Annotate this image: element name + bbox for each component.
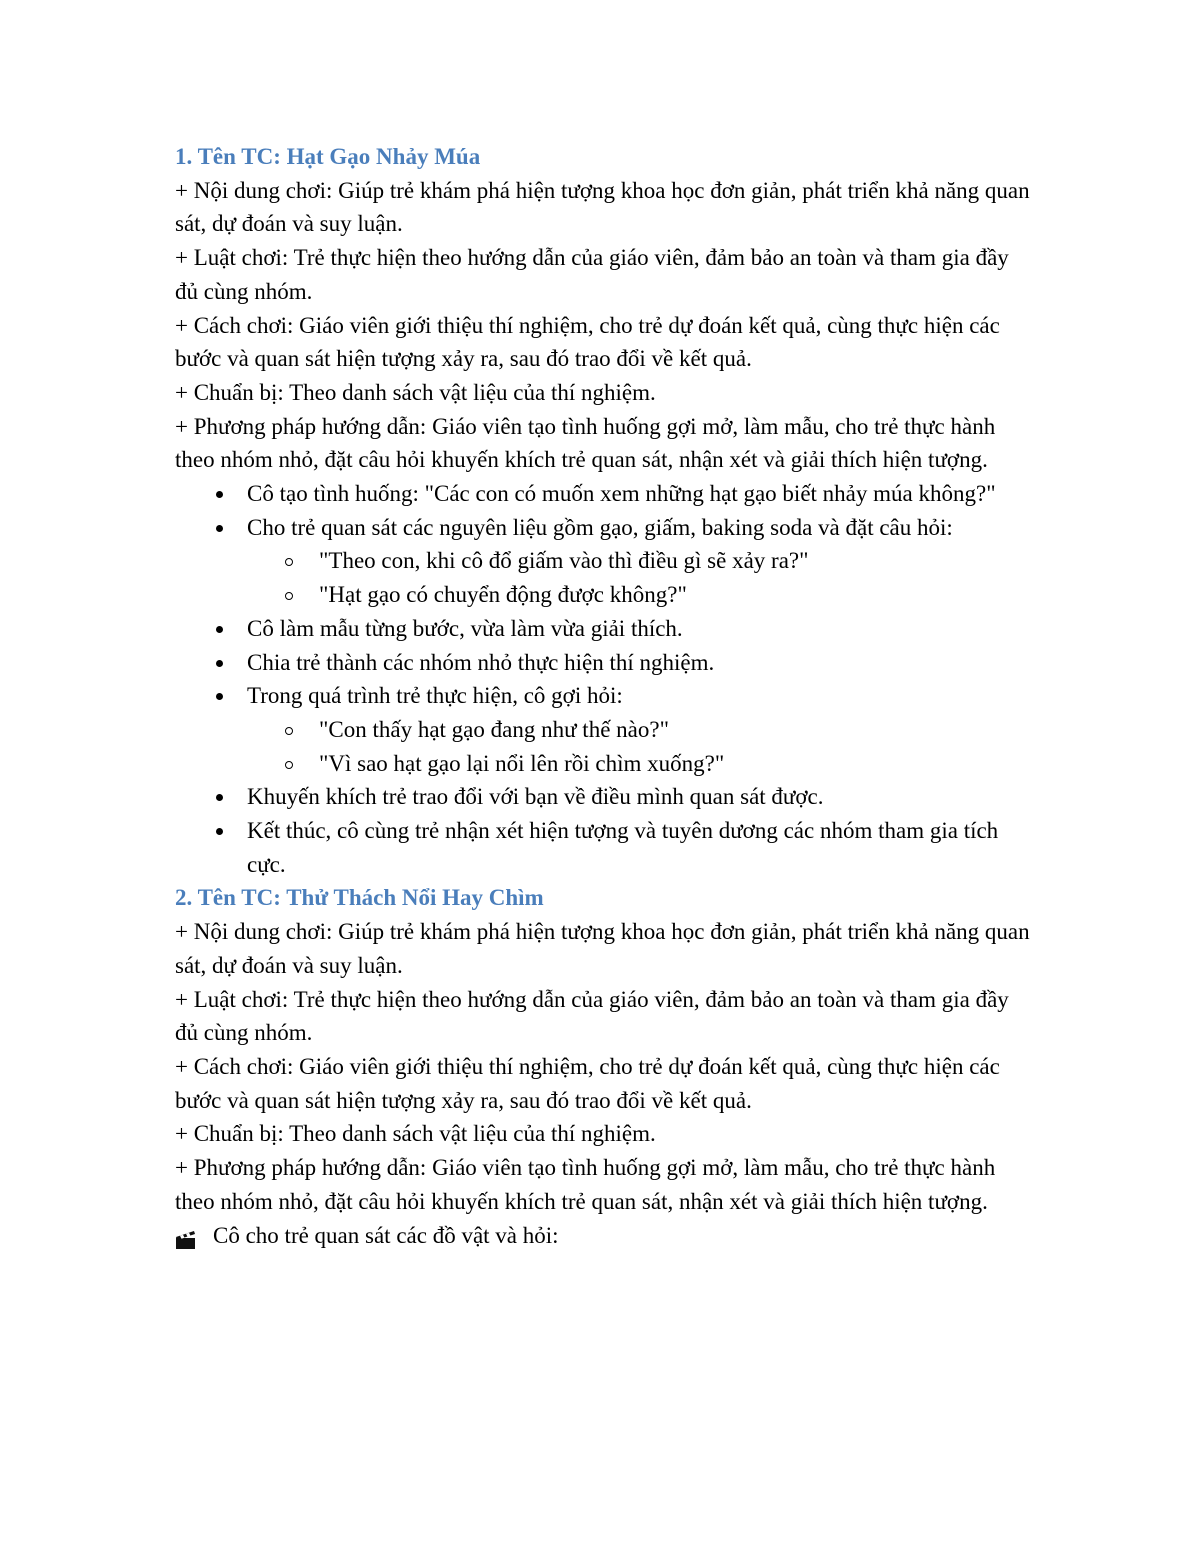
bullet-dot-icon	[216, 491, 223, 498]
paragraph-cach-choi: + Cách chơi: Giáo viên giới thiệu thí nghiệm, cho trẻ dự đoán kết quả, cùng thực hiện các bước và quan sát hiện tượng xảy ra, sau đó trao đổi về kết quả.	[175, 1053, 1000, 1113]
sub-list-item-text: "Vì sao hạt gạo lại nổi lên rồi chìm xuống?"	[319, 750, 725, 776]
list-item	[247, 612, 1035, 646]
sub-bullet-list	[247, 544, 1035, 611]
paragraph-luat-choi: + Luật chơi: Trẻ thực hiện theo hướng dẫn của giáo viên, đảm bảo an toàn và tham gia đầy đủ cùng nhóm.	[175, 986, 1009, 1046]
paragraph-luat-choi: + Luật chơi: Trẻ thực hiện theo hướng dẫn của giáo viên, đảm bảo an toàn và tham gia đầy đủ cùng nhóm.	[175, 245, 1009, 304]
bullet-circle-icon	[285, 592, 293, 600]
list-item-text: Trong quá trình trẻ thực hiện, cô gợi hỏi:	[247, 683, 623, 709]
list-item-text: Chia trẻ thành các nhóm nhỏ thực hiện thí nghiệm.	[247, 649, 715, 675]
list-item	[247, 780, 1035, 814]
paragraph-cach-choi: + Cách chơi: Giáo viên giới thiệu thí nghiệm, cho trẻ dự đoán kết quả, cùng thực hiện các bước và quan sát hiện tượng xảy ra, sau đó trao đổi về kết quả.	[175, 312, 1000, 372]
section-heading: 1. Tên TC: Hạt Gạo Nhảy Múa	[175, 144, 481, 169]
sub-bullet-list	[247, 713, 1035, 780]
final-line-text: Cô cho trẻ quan sát các đồ vật và hỏi:	[213, 1222, 559, 1248]
sub-list-item	[319, 544, 1035, 578]
list-item	[247, 646, 1035, 680]
bullet-dot-icon	[216, 660, 223, 667]
list-item	[247, 814, 1035, 881]
clapperboard-icon	[175, 1226, 197, 1246]
section-2	[175, 881, 1035, 1252]
bullet-circle-icon	[285, 727, 293, 735]
list-item-text: Cô làm mẫu từng bước, vừa làm vừa giải thích.	[247, 615, 683, 641]
section-heading: 2. Tên TC: Thử Thách Nổi Hay Chìm	[175, 885, 544, 911]
list-item	[247, 477, 1035, 511]
bullet-circle-icon	[285, 558, 293, 566]
list-item-text: Cho trẻ quan sát các nguyên liệu gồm gạo, giấm, baking soda và đặt câu hỏi:	[247, 514, 953, 540]
paragraph-chuan-bi: + Chuẩn bị: Theo danh sách vật liệu của thí nghiệm.	[175, 379, 656, 405]
paragraph-phuong-phap: + Phương pháp hướng dẫn: Giáo viên tạo tình huống gợi mở, làm mẫu, cho trẻ thực hành theo nhóm nhỏ, đặt câu hỏi khuyến khích trẻ quan sát, nhận xét và giải thích hiện tượng.	[175, 1155, 996, 1214]
paragraph-noi-dung: + Nội dung chơi: Giúp trẻ khám phá hiện tượng khoa học đơn giản, phát triển khả năng quan sát, dự đoán và suy luận.	[175, 919, 1030, 978]
paragraph-phuong-phap: + Phương pháp hướng dẫn: Giáo viên tạo tình huống gợi mở, làm mẫu, cho trẻ thực hành theo nhóm nhỏ, đặt câu hỏi khuyến khích trẻ quan sát, nhận xét và giải thích hiện tượng.	[175, 413, 996, 473]
bullet-dot-icon	[216, 626, 223, 633]
list-item-text: Kết thúc, cô cùng trẻ nhận xét hiện tượng và tuyên dương các nhóm tham gia tích cực.	[247, 818, 999, 877]
bullet-list	[175, 477, 1035, 881]
bullet-dot-icon	[216, 525, 223, 532]
sub-list-item-text: "Con thấy hạt gạo đang như thế nào?"	[319, 716, 669, 742]
list-item	[247, 511, 1035, 612]
final-line	[175, 1219, 1035, 1253]
sub-list-item	[319, 713, 1035, 747]
sub-list-item	[319, 747, 1035, 781]
paragraph-chuan-bi: + Chuẩn bị: Theo danh sách vật liệu của thí nghiệm.	[175, 1121, 656, 1147]
bullet-dot-icon	[216, 828, 223, 835]
sub-list-item-text: "Hạt gạo có chuyển động được không?"	[319, 582, 687, 608]
sub-list-item	[319, 578, 1035, 612]
list-item	[247, 679, 1035, 780]
list-item-text: Khuyến khích trẻ trao đổi với bạn về điều mình quan sát được.	[247, 784, 824, 810]
sub-list-item-text: "Theo con, khi cô đổ giấm vào thì điều gì sẽ xảy ra?"	[319, 548, 809, 574]
bullet-dot-icon	[216, 693, 223, 700]
document-page	[175, 140, 1035, 1252]
section-1	[175, 140, 1035, 881]
bullet-dot-icon	[216, 794, 223, 801]
bullet-circle-icon	[285, 761, 293, 769]
list-item-text: Cô tạo tình huống: "Các con có muốn xem những hạt gạo biết nhảy múa không?"	[247, 481, 996, 507]
paragraph-noi-dung: + Nội dung chơi: Giúp trẻ khám phá hiện tượng khoa học đơn giản, phát triển khả năng quan sát, dự đoán và suy luận.	[175, 177, 1030, 237]
